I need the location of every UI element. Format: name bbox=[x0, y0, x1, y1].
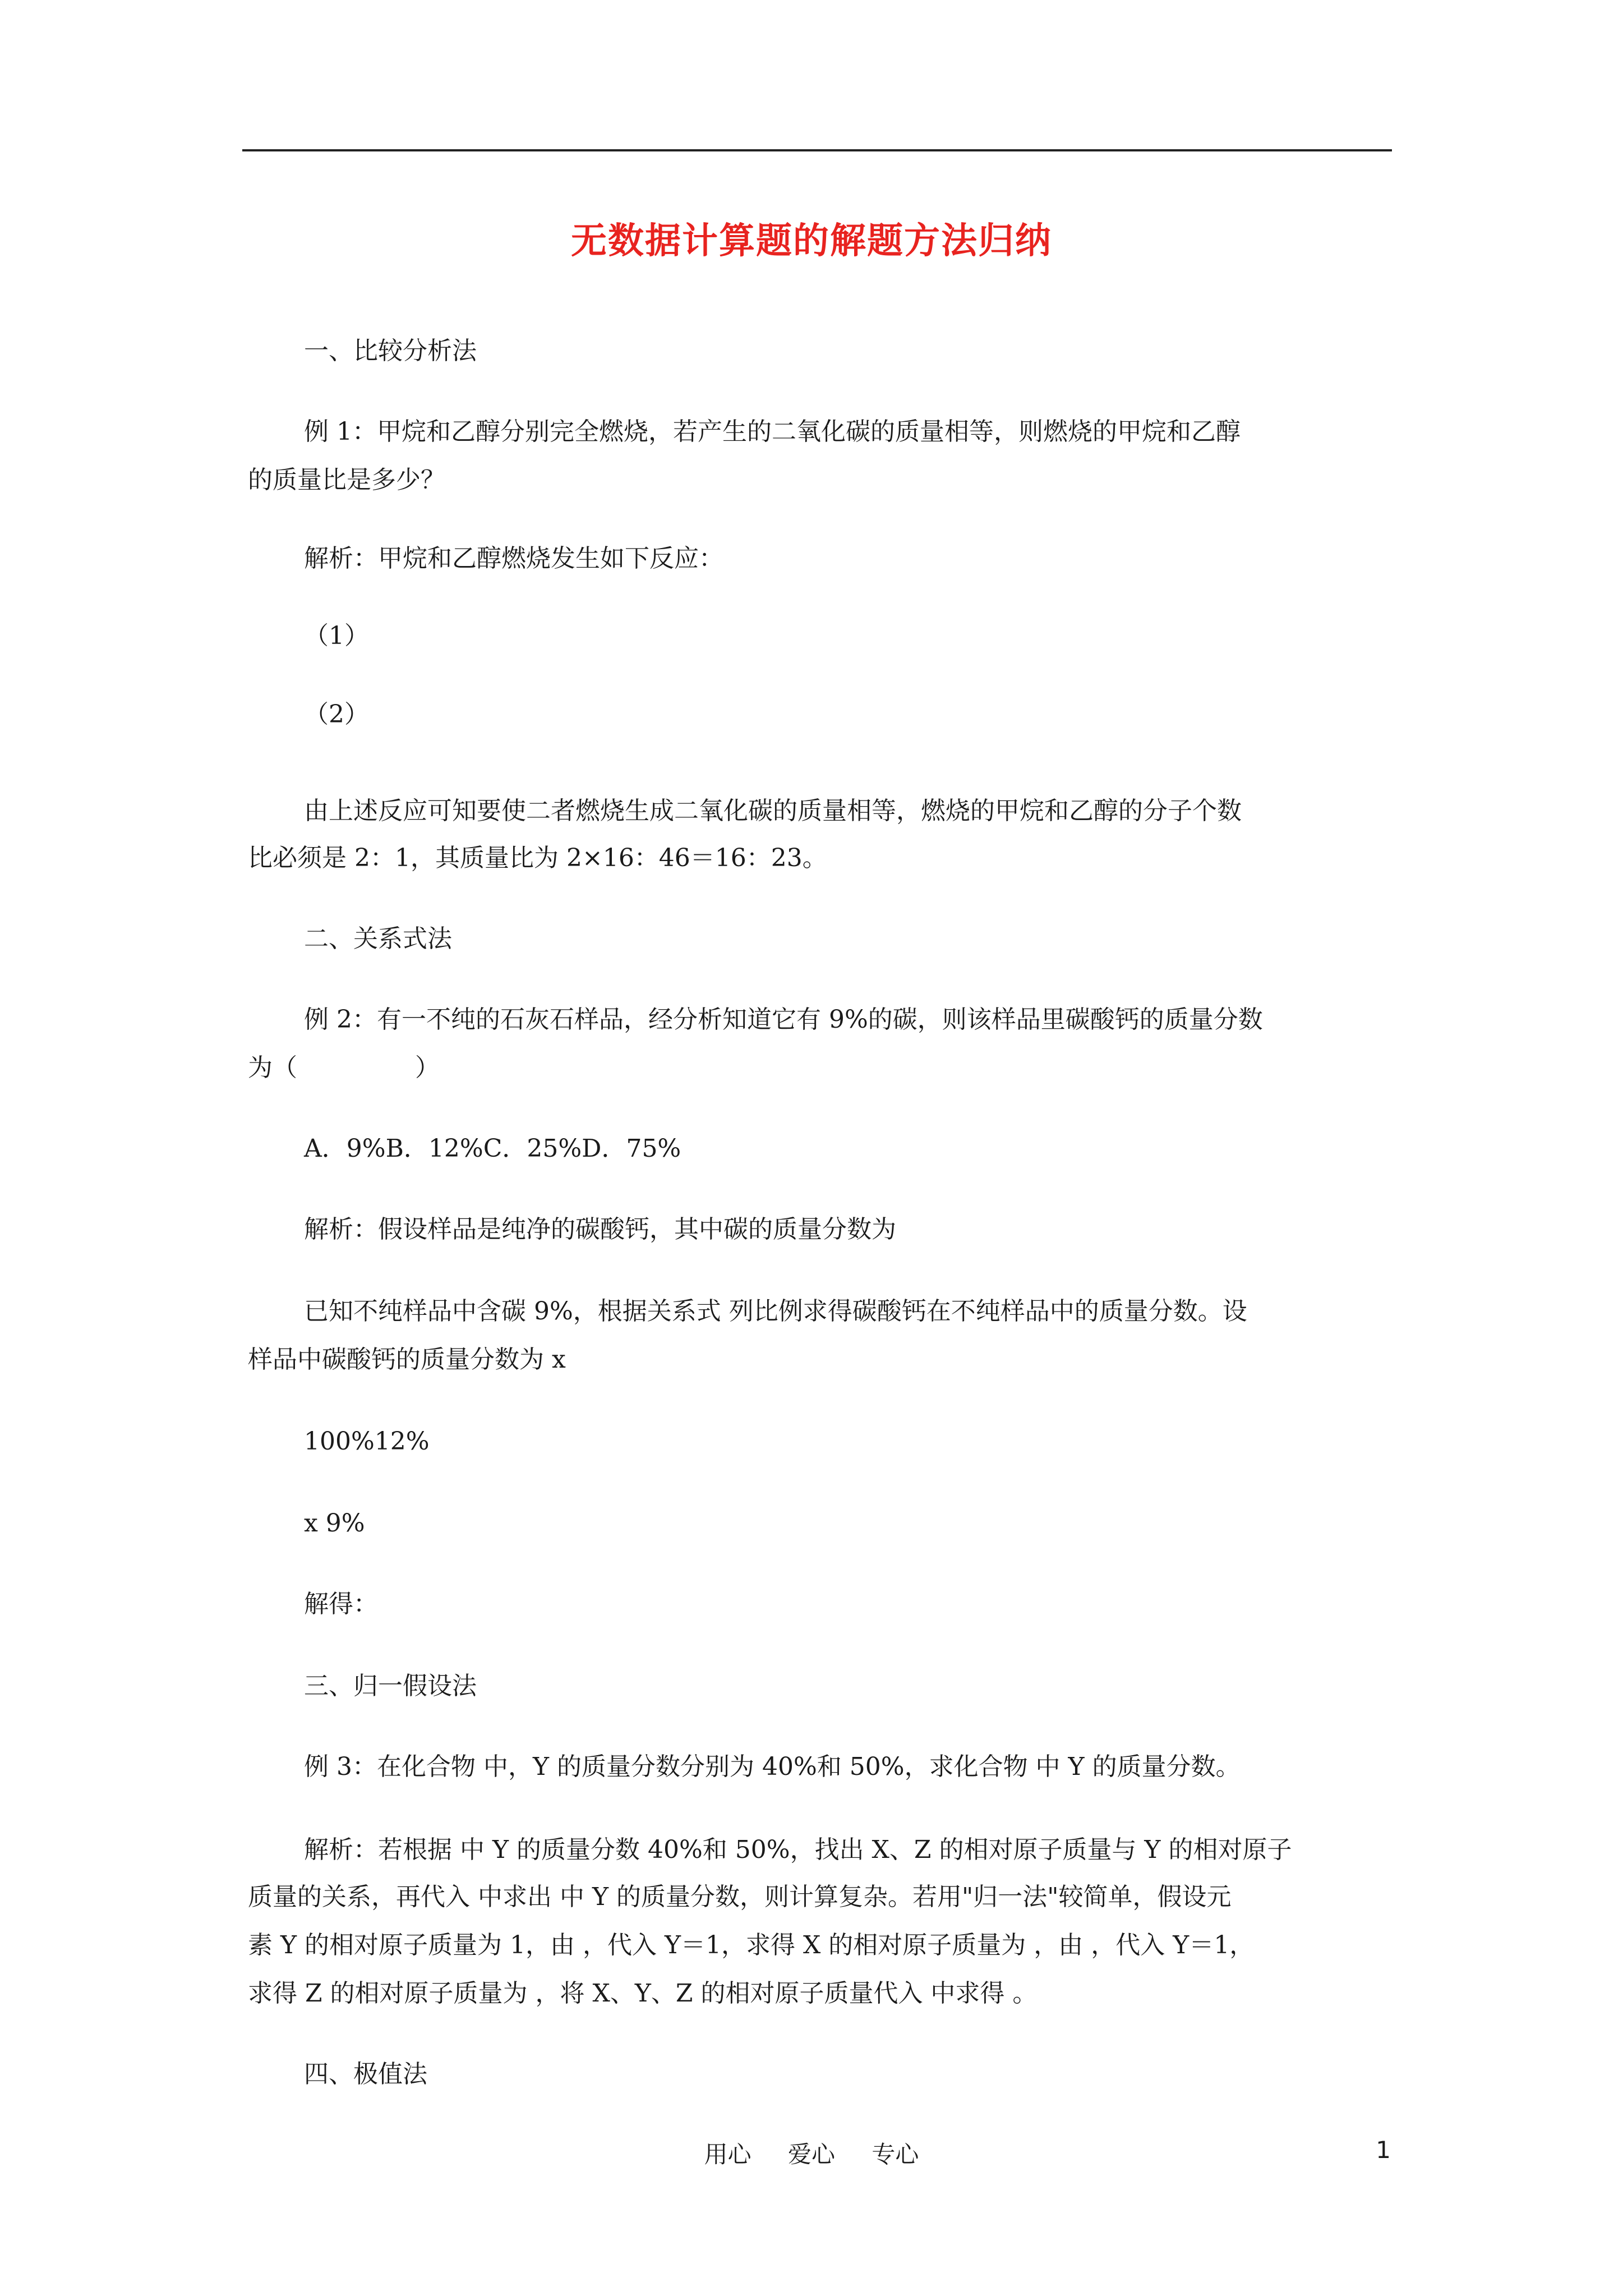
answer-bracket-close: ） bbox=[415, 1053, 440, 1082]
example-2-known-line-1: 已知不纯样品中含碳 9%，根据关系式 列比例求得碳酸钙在不纯样品中的质量分数。设 bbox=[304, 1297, 1247, 1326]
example-3-question: 例 3：在化合物 中，Y 的质量分数分别为 40%和 50%，求化合物 中 Y 的质量分数。 bbox=[304, 1752, 1241, 1781]
footer-word-3: 专心 bbox=[872, 2141, 919, 2168]
equation-1-label: （1） bbox=[304, 622, 369, 650]
example-2-line-2 bbox=[248, 1041, 1392, 1095]
example-3-analysis-line-3: 素 Y 的相对原子质量为 1，由 ，代入 Y＝1，求得 X 的相对原子质量为 ，由 ，代入 Y＝1， bbox=[248, 1931, 1255, 1959]
section-3-heading: 三、归一假设法 bbox=[304, 1672, 477, 1700]
example-1-conclusion-line-1: 由上述反应可知要使二者燃烧生成二氧化碳的质量相等，燃烧的甲烷和乙醇的分子个数 bbox=[304, 797, 1242, 825]
header-rule bbox=[242, 149, 1392, 151]
equation-2-label: （2） bbox=[304, 700, 369, 729]
page-number: 1 bbox=[1376, 2136, 1391, 2164]
section-2-heading: 二、关系式法 bbox=[304, 924, 452, 953]
ratio-line-1: 100%12% bbox=[304, 1427, 430, 1456]
footer-word-1: 用心 bbox=[704, 2141, 751, 2168]
example-3-analysis-line-1: 解析：若根据 中 Y 的质量分数 40%和 50%，找出 X、Z 的相对原子质量与 Y 的相对原子 bbox=[304, 1835, 1292, 1864]
footer-word-2: 爱心 bbox=[787, 2141, 835, 2168]
section-1-heading: 一、比较分析法 bbox=[304, 337, 477, 365]
example-2-options: A．9%B．12%C．25%D．75% bbox=[304, 1134, 681, 1163]
solve-label: 解得： bbox=[304, 1590, 378, 1618]
example-2-line-1: 例 2：有一不纯的石灰石样品，经分析知道它有 9%的碳，则该样品里碳酸钙的质量分数 bbox=[304, 1005, 1263, 1034]
example-1-line-2: 的质量比是多少？ bbox=[248, 466, 445, 494]
example-2-known-line-2: 样品中碳酸钙的质量分数为 x bbox=[248, 1345, 566, 1374]
ratio-line-2: x 9% bbox=[304, 1509, 365, 1538]
example-1-analysis: 解析：甲烷和乙醇燃烧发生如下反应： bbox=[304, 544, 723, 573]
page-title: 无数据计算题的解题方法归纳 bbox=[571, 220, 1052, 262]
answer-bracket-open: 为（ bbox=[248, 1053, 297, 1082]
example-3-analysis-line-2: 质量的关系，再代入 中求出 中 Y 的质量分数，则计算复杂。若用"归一法"较简单，假设元 bbox=[248, 1883, 1232, 1911]
section-4-heading: 四、极值法 bbox=[304, 2060, 427, 2088]
example-3-analysis-line-4: 求得 Z 的相对原子质量为 ，将 X、Y、Z 的相对原子质量代入 中求得 。 bbox=[248, 1979, 1038, 2008]
example-2-analysis: 解析：假设样品是纯净的碳酸钙，其中碳的质量分数为 bbox=[304, 1215, 896, 1244]
example-1-line-1: 例 1：甲烷和乙醇分别完全燃烧，若产生的二氧化碳的质量相等，则燃烧的甲烷和乙醇 bbox=[304, 417, 1241, 446]
example-1-conclusion-line-2: 比必须是 2：1，其质量比为 2×16：46＝16：23。 bbox=[248, 844, 827, 872]
